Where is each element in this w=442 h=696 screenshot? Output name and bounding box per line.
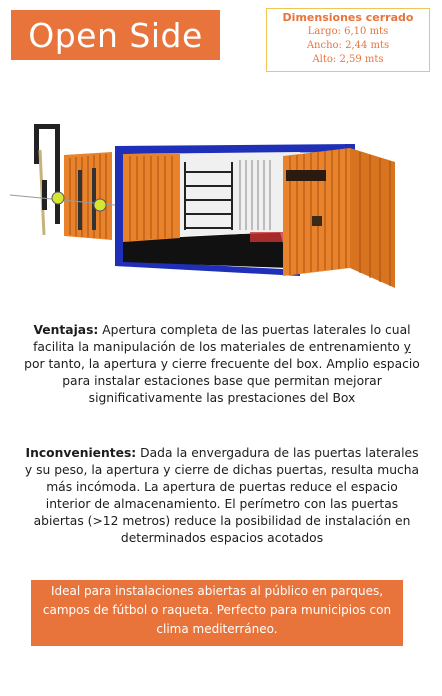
dimension-length: Largo: 6,10 mts [307, 26, 389, 37]
advantages-paragraph [22, 322, 422, 407]
recommendation-note: Ideal para instalaciones abiertas al público en parques, campos de fútbol o raqueta. Perfecto para municipios con clima mediterráneo. [31, 580, 403, 646]
advantages-y: y [403, 340, 411, 354]
advantages-text-a: Apertura completa de las puertas laterales lo cual facilita la manipulación de los materiales de entrenamiento [33, 323, 411, 354]
advantages-label: Ventajas: [33, 323, 99, 337]
disadvantages-text: Dada la envergadura de las puertas laterales y su peso, la apertura y cierre de dichas puertas, resulta mucha más incómoda. La apertura de puertas reduce el espacio interior de almacenamiento. El perímetro con las puertas abiertas (>12 metros) reduce la posibilidad de instalación en determinados espacios acotados [24, 446, 420, 545]
left-crane-structure [34, 124, 60, 235]
left-door-panels [64, 152, 112, 240]
dimensions-box [266, 8, 430, 72]
right-door-panel [283, 148, 395, 288]
dimension-width: Ancho: 2,44 mts [306, 40, 390, 51]
advantages-text-b: por tanto, la apertura y cierre frecuente del box. Amplio espacio para instalar estaciones base que permitan mejorar significativamente las prestaciones del Box [24, 357, 420, 405]
container-illustration [0, 110, 442, 300]
dimension-height: Alto: 2,59 mts [312, 54, 384, 65]
disadvantages-paragraph [22, 445, 422, 547]
page-title: Open Side [11, 10, 220, 60]
dimensions-heading: Dimensiones cerrado [282, 11, 414, 24]
disadvantages-label: Inconvenientes: [25, 446, 137, 460]
